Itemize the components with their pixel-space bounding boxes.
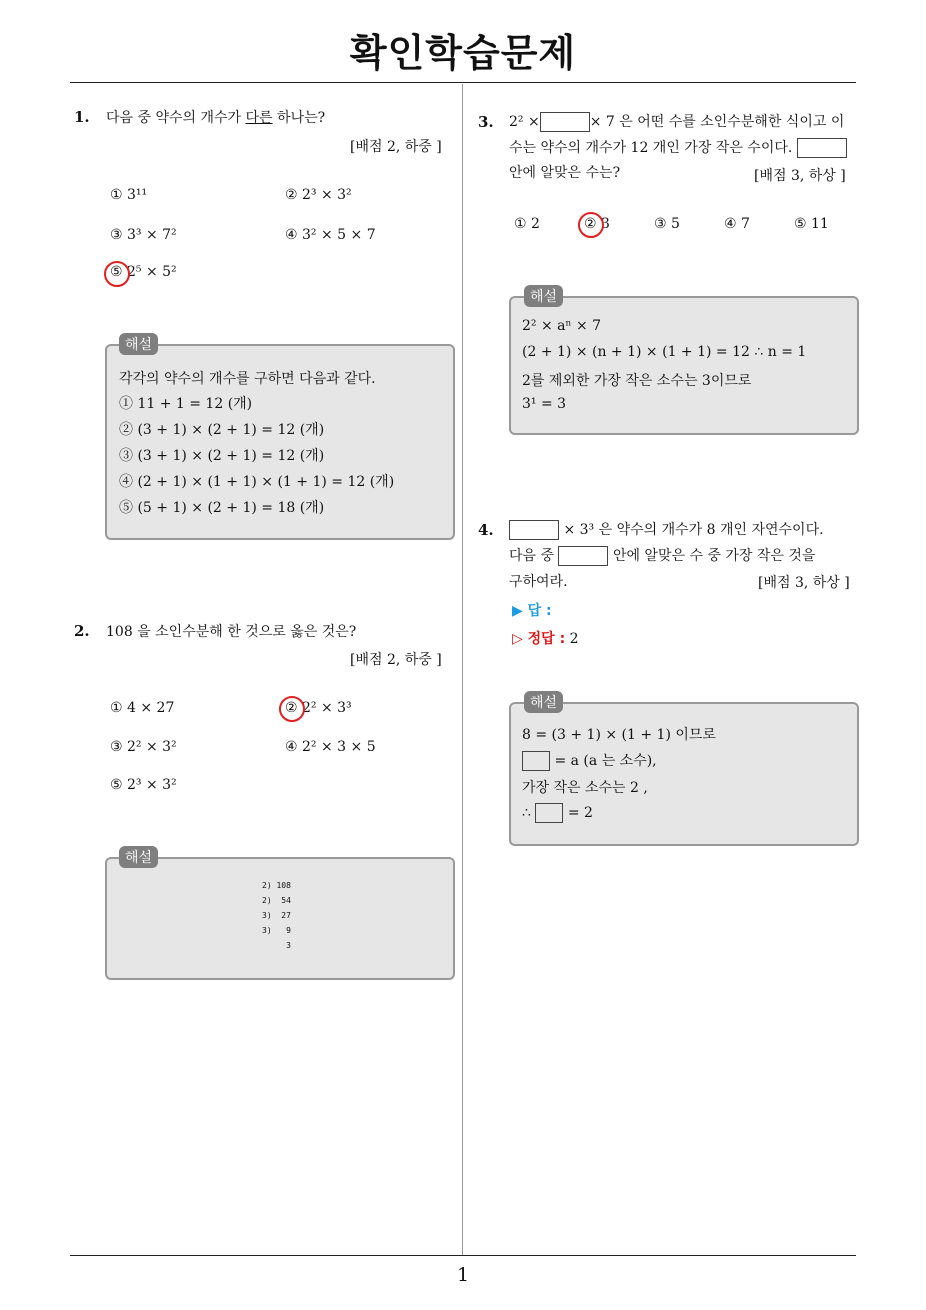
q1-solution-line: ② (3 + 1) × (2 + 1) = 12 (개) [119,422,325,438]
q2-choice-3[interactable]: ③ 2² × 3² [110,739,177,755]
q3-solution-line: (2 + 1) × (n + 1) × (1 + 1) = 12 ∴ n = 1 [522,344,807,360]
q1-choice-5[interactable]: ⑤ 2⁵ × 5² [110,264,177,280]
q2-choice-5[interactable]: ⑤ 2³ × 3² [110,777,177,793]
division-line: 2) 108 [262,881,291,890]
answer-blank [558,546,608,566]
q3-choice-2[interactable]: ② 3 [584,216,610,232]
answer-blank [522,751,550,771]
q4-solution-line: 8 = (3 + 1) × (1 + 1) 이므로 [522,727,716,743]
q2-selected-mark [279,696,305,722]
bottom-rule [70,1255,856,1256]
q4-solution-line: 가장 작은 소수는 2 , [522,780,648,796]
question-2-text: 108 을 소인수분해 한 것으로 옳은 것은? [106,624,357,640]
q2-choice-1[interactable]: ① 4 × 27 [110,700,175,716]
correct-answer: ▷ 정답 : 2 [512,631,579,647]
q1-choice-2[interactable]: ② 2³ × 3² [285,187,352,203]
q4-solution-line: = a (a 는 소수), [522,750,657,771]
q4-solution-tag: 해설 [524,691,563,713]
answer-blank [797,138,847,158]
question-2-meta: [배점 2, 하중 ] [350,652,442,668]
q2-choice-4[interactable]: ④ 2² × 3 × 5 [285,739,376,755]
answer-label: ▶ 답 : [512,603,552,619]
top-rule [70,82,856,83]
q1-choice-4[interactable]: ④ 3² × 5 × 7 [285,227,376,243]
answer-blank [535,803,563,823]
q1-choice-1[interactable]: ① 3¹¹ [110,187,148,203]
page-number: 1 [456,1264,470,1286]
q3-selected-mark [578,212,604,238]
division-line: 3) 27 [262,911,291,920]
q1-solution-line: 각각의 약수의 개수를 구하면 다음과 같다. [119,371,376,387]
q1-solution-tag: 해설 [119,333,158,355]
answer-blank [540,112,590,132]
question-1-text: 다음 중 약수의 개수가 다른 하나는? [106,110,326,126]
division-line: 3 [262,941,291,950]
q1-selected-mark [104,261,130,287]
question-2-number: 2. [74,622,90,640]
q1-solution-line: ③ (3 + 1) × (2 + 1) = 12 (개) [119,448,325,464]
question-1-meta: [배점 2, 하중 ] [350,139,442,155]
q1-solution-line: ④ (2 + 1) × (1 + 1) × (1 + 1) = 12 (개) [119,474,395,490]
q3-choice-3[interactable]: ③ 5 [654,216,680,232]
q3-choice-5[interactable]: ⑤ 11 [794,216,829,232]
question-4-meta: [배점 3, 하상 ] [758,575,850,591]
q3-choice-1[interactable]: ① 2 [514,216,540,232]
column-divider [462,84,463,1256]
question-1-number: 1. [74,108,90,126]
question-3-line-3: 안에 알맞은 수는? [509,165,621,181]
q3-solution-tag: 해설 [524,285,563,307]
q3-solution-line: 2² × aⁿ × 7 [522,318,602,334]
question-4-line-1: × 3³ 은 약수의 개수가 8 개인 자연수이다. [509,517,824,543]
answer-blank [509,520,559,540]
question-3-line-2: 수는 약수의 개수가 12 개인 가장 작은 수이다. [509,135,847,161]
q4-solution-line: ∴ = 2 [522,805,593,821]
question-3-line-1: 2² × × 7 은 어떤 수를 소인수분해한 식이고 이 [509,114,845,130]
question-4-line-3: 구하여라. [509,574,568,590]
division-line: 3) 9 [262,926,291,935]
q2-choice-2[interactable]: ② 2² × 3³ [285,700,352,716]
q3-solution-line: 2를 제외한 가장 작은 소수는 3이므로 [522,373,752,389]
q3-choice-4[interactable]: ④ 7 [724,216,750,232]
question-3-meta: [배점 3, 하상 ] [754,168,846,184]
question-4-number: 4. [478,521,494,539]
q1-choice-3[interactable]: ③ 3³ × 7² [110,227,177,243]
q2-solution-tag: 해설 [119,846,158,868]
q3-solution-line: 3¹ = 3 [522,396,567,412]
question-3-number: 3. [478,113,494,131]
q1-solution-line: ① 11 + 1 = 12 (개) [119,396,253,412]
q3-solution-box [509,296,859,435]
division-line: 2) 54 [262,896,291,905]
page-title: 확인학습문제 [349,31,577,75]
question-4-line-2: 다음 중 안에 알맞은 수 중 가장 작은 것을 [509,548,816,564]
q1-solution-line: ⑤ (5 + 1) × (2 + 1) = 18 (개) [119,500,325,516]
